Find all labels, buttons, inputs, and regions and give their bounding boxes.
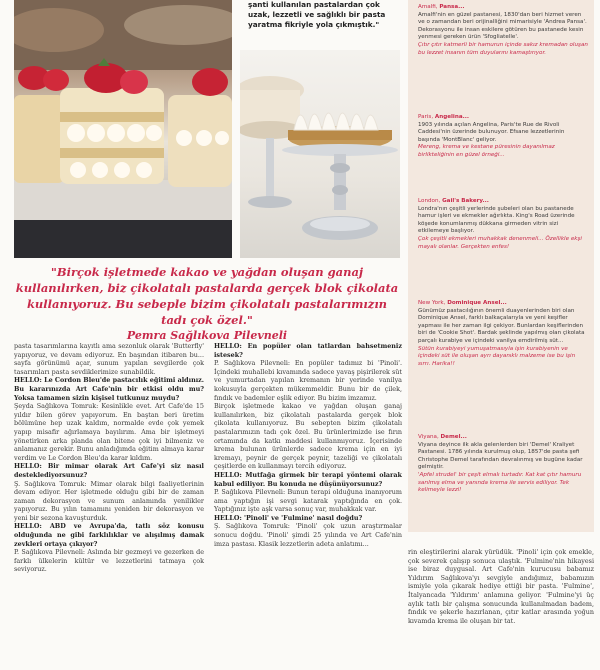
pastry-photo-left [14, 0, 232, 258]
cake-stand-photo [240, 50, 400, 258]
interview-answer: Ş. Sağlıkova Tomruk: Mimar olarak bilgi faaliyetlerinin devam ediyor. Her işletmede olduğu gibi bir de zaman zaman dekorasyon ve sunum anlamında yenilikler yapıyoruz. Bu yılın tamamını yeniden bir dekorasyon ve yeni bir sezona kavuşturduk. [14, 479, 204, 522]
interview-answer: Ş. Sağlıkova Tomruk: 'Pinoli' çok uzun araştırmalar sonucu doğdu. 'Pinoli' şimdi 25 yılında ve Art Cafe'nin imza pastası. Klasik lezzetlerin adeta anlatımı... [214, 522, 402, 548]
sidebar-item-vienna [418, 434, 588, 495]
shop-name: Angelina... [434, 114, 469, 120]
interview-question: HELLO: ABD ve Avrupa'da, tatlı söz konusu olduğunda ne gibi farklılıklar ve alışılmış damak zevkleri ortaya çıkıyor? [14, 522, 204, 548]
interview-answer: P. Sağlıkova Pilevneli: Aslında bir gezmeyi ve gezerken de farklı ülkelerin kültür ve lezzetlerini tatmaya çok seviyoruz. [14, 548, 204, 574]
shop-note: Mereng, krema ve kestane püresinin dayanılmaz birlikteliğinin en güzel örneği... [418, 144, 555, 158]
article-paragraph: Birçok işletmede kakao ve yağdan oluşan ganaj kullanılırken, biz çikolatalı pastalarda gerçek blok çikolata kullanıyoruz. Bu sebepten bizim çikolatalı pastalarımızın tadı çok özel. Bu ürünlerimizde ise fırın ortamında da katkı maddesi kullanmıyoruz. İçerisinde krema bulunan ürünlerde sadece krema için en iyi kremayı, peynir de gerçek peynir, tazeliği ve çikolatalı çeşitlerde en kullanmayı tercih ediyoruz. [214, 402, 402, 471]
shop-description: Londra'nın çeşitli yerlerinde şubeleri olan bu pastanede hamur işleri ve ekmekler ağırlıkta. King's Road üzerinde köşede konumlanmış dükkana girmeden vitrin sizi etkilemeye başlıyor. [418, 205, 575, 235]
interview-answer: P. Sağlıkova Pilevneli: Bunun terapi olduğuna inanıyorum ama yaptığın işi sevgi katarak yaptığında en çok. Yaptığınız işte aşk varsa sonuç var, muhakkak var. [214, 488, 402, 514]
shop-name: Demel... [440, 434, 467, 440]
sidebar-item-paris [418, 114, 588, 160]
shop-name: Pansa... [439, 4, 465, 10]
pull-quote [14, 264, 400, 344]
interview-answer: P. Sağlıkova Pilevneli: En popüler tadımız bi 'Pinoli'. İçindeki muhallebi kıvamında sadece yavaş pişirilerek süt ve yumurtadan yapılan kremanın bir yerinde vanilya kokusuyla gerçekten mükemmeldir. Bunu bir de çilek, fındık ve bademler eşlik ediyor. Bu bizim imzamız. [214, 359, 402, 402]
shop-description: 1903 yılında açılan Angelina, Paris'te Rue de Rivoli Caddesi'nin üzerinde bulunuyor. Efsane lezzetlerinin başında 'MontBlanc' geliyor. [418, 121, 565, 143]
interview-question: HELLO: Le Cordon Bleu'de pastacılık eğitimi aldınız. Bu kararınızda Art Cafe'nin bir etkisi oldu mu? Yoksa tamamen sizin kişisel tutkunuz muydu? [14, 376, 204, 402]
shop-name: Dominique Ansel... [447, 300, 507, 306]
interview-question: HELLO: Bir mimar olarak Art Cafe'yi siz nasıl desteklediyorsunuz? [14, 462, 204, 479]
article-column-3 [408, 548, 594, 625]
shop-description: Günümüz pastacılığının önemli duayenlerinden biri olan Dominique Ansel, farklı balkaçalarıyla ve yeni keşifler yapması ile her zaman ilgi çekiyor. Bunlardan keşiflerinden biri de 'Cookie Shot'. Bardak şeklinde yapılmış olan çikolata parçalı kurabiye ve içindeki vanilya emdirilmiş süt... [418, 307, 585, 344]
quote-text: "Birçok işletmede kakao ve yağdan oluşan ganaj kullanılırken, biz çikolatalı pastalarda gerçek blok çikolata kullanıyoruz. Bu sebeple bizim çikolatalı pastalarımızın tadı çok özel." [15, 265, 399, 327]
article-paragraph: rin eleştirilerini alarak yürüdük. 'Pinoli' için çok emekle, çok severek çalışıp sonuca ulaştık. 'Fulmine'nin hikayesi ise biraz duygusal. Art Cafe'nin kurucusu babamız Yıldırım Sağlıkova'yı sevgiyle andığımız, babamızın ismiyle yola çıkarak hediye ettiği bir pasta. 'Fulmine', İtalyancada 'Yıldırım' anlamına geliyor. 'Fulmine'yi üç aylık tatlı bir çalışma sonucunda kullanılmadan badem, fındık ve şekerle hazırlanan, çıtır katlar arasında yoğun kıvamda krema ile oluşan bir tat. [408, 548, 594, 625]
sidebar-item-amalfi [418, 4, 588, 57]
article-paragraph: pasta tasarımlarına kayıtlı ama sezonluk olarak 'Butterfly' yapıyoruz, ve devam ediyoruz. En başından itibaren bu... sayfa görünümü açar, sunum yapılan sevgilerde çok tasarımları pasta sevdiklerimize sunabildik. [14, 342, 204, 376]
shop-note: 'Apfel strudel' bir çeşit elmalı turtadır. Kat kat çıtır hamuru sarılmış elma ve yanında krema ile servis ediliyor. Tek kelimeyle lezzi! [418, 471, 582, 494]
pastry-shops-sidebar [408, 0, 594, 532]
caption-top: şanti kullanılan pastalardan çok uzak, lezzetli ve sağlıklı bir pasta yaratma fikriyle yola çıkmıştık." [248, 0, 386, 29]
pastry-illustration [14, 0, 232, 258]
interview-answer: Şeyda Sağlıkova Tomruk: Kesinlikle evet. Art Cafe'de 15 yıldır bilen görev yapıyorum. En baştan beri üretim bölümüne hep uzak kaldım, normalde evde çok yemek yapıp misafir ağırlamaya bayılırım. Ama bir işletmeyi yönetirken arka planda olan bitene çok iyi bilmeniz ve anlamanız gerekir. Bunu anladığımda eğitim almaya karar verdim ve Le Cordon Bleu'da karar kıldım. [14, 402, 204, 462]
interview-question: HELLO: Mutfağa girmek bir terapi yöntemi olarak kabul ediliyor. Bu konuda ne düşünüyorsunuz? [214, 470, 402, 488]
shop-name: Gail's Bakery... [442, 198, 489, 204]
city-label: Viyana, [418, 434, 439, 440]
shop-note: Sütün kurabiyeyi yumuşatmasıyla işin kurabiyenin ve içindeki süt ile oluşan ayrı dayanıklı malzeme ise bu işin sırrı. Harika!! [418, 345, 576, 367]
quote-author: Pemra Sağlıkova Pilevneli [126, 329, 288, 342]
shop-description: Viyana deyince ilk akla gelenlerden biri 'Demel' Kraliyet Pastanesi. 1786 yılında kurulmuş olup, 1857'de pasta şefi Christophe Demel tarafından devralınmış ve bugüne kadar gelmiştir. [418, 441, 583, 471]
sidebar-item-london [418, 198, 588, 251]
shop-description: Amalfi'nin en güzel pastanesi, 1830'dan beri hizmet veren ve o zamandan beri orijinalliğini mimarisiyle 'Andrea Pansa'. Dekorasyonu ile insan eskilere götüren bu pastanede kesin yenmesi gereken ürün 'Sfogliatelle'. [418, 11, 587, 41]
interview-question: HELLO: En popüler olan tatlardan bahsetmeniz istesek? [214, 342, 402, 359]
article-column-2 [214, 342, 402, 548]
interview-question: HELLO: 'Pinoli' ve 'Fulmine' nasıl doğdu? [214, 513, 363, 522]
city-label: New York, [418, 300, 446, 306]
article-column-1 [14, 342, 204, 574]
sidebar-item-new-york [418, 300, 588, 368]
shop-note: Çıtır çıtır katmerli bir hamurun içinde sakız kremadan oluşan bu lezzet insanın tüm duyularını kamaştırıyor. [418, 41, 588, 56]
city-label: London, [418, 198, 441, 204]
shop-note: Çok çeşitli ekmekleri muhakkak denenmeli... Özellikle ekşi mayalı olanlar. Gerçekten enfes! [418, 235, 582, 250]
city-label: Amalfi, [418, 4, 438, 10]
cake-stand-illustration [240, 50, 400, 258]
city-label: Paris, [418, 114, 434, 120]
